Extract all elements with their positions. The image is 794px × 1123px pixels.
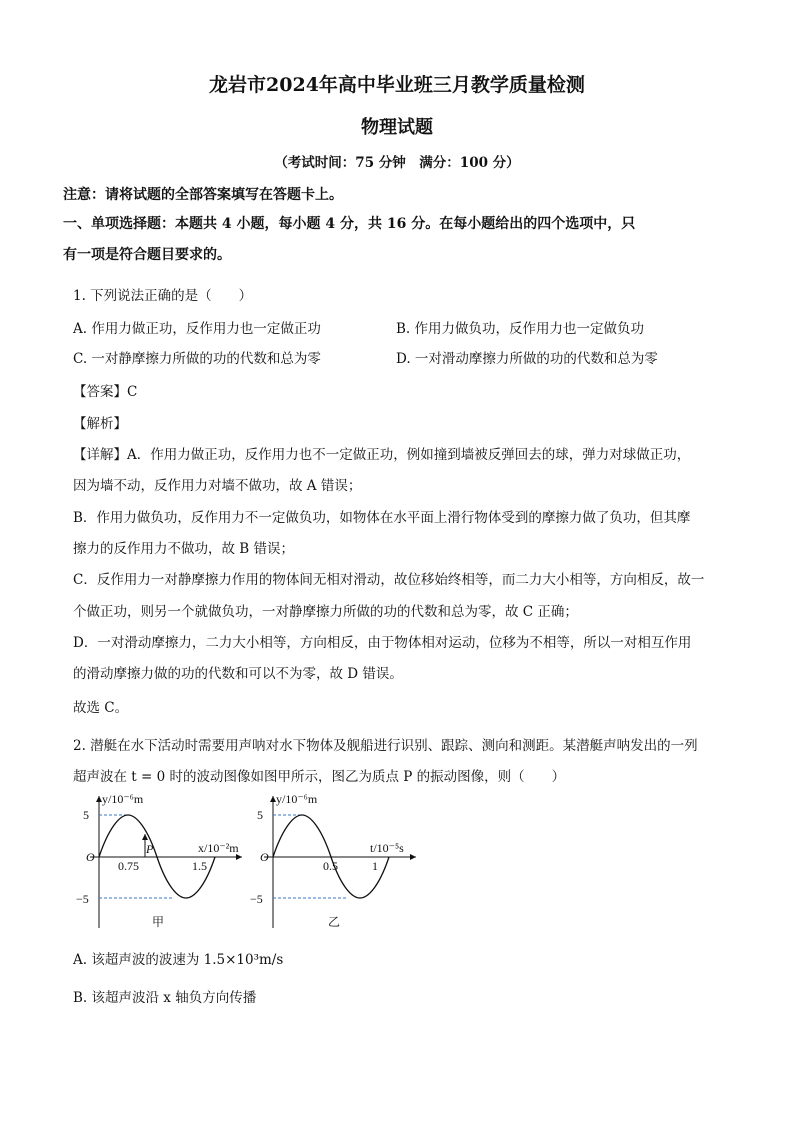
origin-label: O [86, 850, 95, 864]
t-tick: 0.5 [323, 859, 338, 873]
q2-stem-line1: 2. 潜艇在水下活动时需要用声呐对水下物体及舰船进行识别、跟踪、测向和测距。某潜艇声呐发出的一列 [73, 738, 698, 754]
q1-option-c: C. 一对静摩擦力所做的功的代数和总为零 [73, 351, 321, 367]
q1-option-b: B. 作用力做负功，反作用力也一定做负功 [396, 321, 645, 337]
q1-detail-line: 因为墙不动，反作用力对墙不做功，故 A 错误； [73, 478, 362, 494]
figure-jia-wave-graph [70, 790, 250, 932]
section1-line1: 一、单项选择题：本题共 4 小题，每小题 4 分，共 16 分。在每小题给出的四个选项中，只 [63, 216, 636, 232]
exam-info: （考试时间：75 分钟 满分：100 分） [274, 155, 520, 171]
y-axis-label: y/10⁻⁶m [276, 792, 318, 806]
q1-detail-line: 【详解】A．作用力做正功，反作用力也不一定做正功，例如撞到墙被反弹回去的球，弹力对球做正功， [73, 447, 691, 463]
figure-caption: 甲 [152, 915, 165, 929]
q1-analysis-tag: 【解析】 [73, 416, 127, 432]
y-axis-label: y/10⁻⁶m [102, 792, 144, 806]
y-tick: 5 [83, 808, 89, 822]
answer-tag: 【答案】 [73, 384, 127, 400]
origin-label: O [260, 850, 269, 864]
notice: 注意：请将试题的全部答案填写在答题卡上。 [63, 187, 343, 203]
subject-title: 物理试题 [361, 117, 433, 138]
section1-line2: 有一项是符合题目要求的。 [63, 247, 231, 263]
x-axis-label: x/10⁻²m [198, 841, 239, 855]
q1-conclusion: 故选 C。 [73, 700, 129, 716]
y-tick: −5 [250, 892, 263, 906]
q1-option-a: A. 作用力做正功，反作用力也一定做正功 [73, 321, 321, 337]
point-p-label: P [146, 842, 154, 856]
x-tick: 0.75 [118, 859, 139, 873]
figure-caption: 乙 [328, 915, 341, 929]
y-tick: −5 [76, 892, 89, 906]
figure-yi-vibration-graph [244, 790, 424, 932]
q1-detail-line: 的滑动摩擦力做的功的代数和可以不为零，故 D 错误。 [73, 666, 403, 682]
x-tick: 1.5 [192, 859, 207, 873]
answer-value: C [127, 384, 138, 400]
q1-option-d: D. 一对滑动摩擦力所做的功的代数和总为零 [396, 351, 658, 367]
q1-detail-line: D．一对滑动摩擦力，二力大小相等，方向相反，由于物体相对运动，位移为不相等，所以一对相互作用 [73, 635, 692, 651]
q1-detail-line: B．作用力做负功，反作用力不一定做负功，如物体在水平面上滑行物体受到的摩擦力做了负功，但其摩 [73, 510, 691, 526]
q1-detail-line: 擦力的反作用力不做功，故 B 错误； [73, 541, 295, 557]
exam-title: 龙岩市2024年高中毕业班三月教学质量检测 [209, 74, 585, 96]
t-tick: 1 [372, 859, 378, 873]
q1-stem: 1. 下列说法正确的是（ ） [73, 288, 253, 304]
q1-detail-line: 个做正功，则另一个就做负功，一对静摩擦力所做的功的代数和总为零，故 C 正确； [73, 604, 578, 620]
q2-option-b: B. 该超声波沿 x 轴负方向传播 [73, 990, 257, 1006]
y-tick: 5 [257, 808, 263, 822]
q2-stem-line2: 超声波在 t = 0 时的波动图像如图甲所示，图乙为质点 P 的振动图像，则（ ） [73, 769, 566, 785]
q1-answer [73, 380, 137, 400]
q1-detail-line: C．反作用力一对静摩擦力作用的物体间无相对滑动，故位移始终相等，而二力大小相等，方向相反，故一 [73, 572, 705, 588]
t-axis-label: t/10⁻⁵s [370, 841, 404, 855]
q2-option-a: A. 该超声波的波速为 1.5×10³m/s [73, 952, 284, 968]
